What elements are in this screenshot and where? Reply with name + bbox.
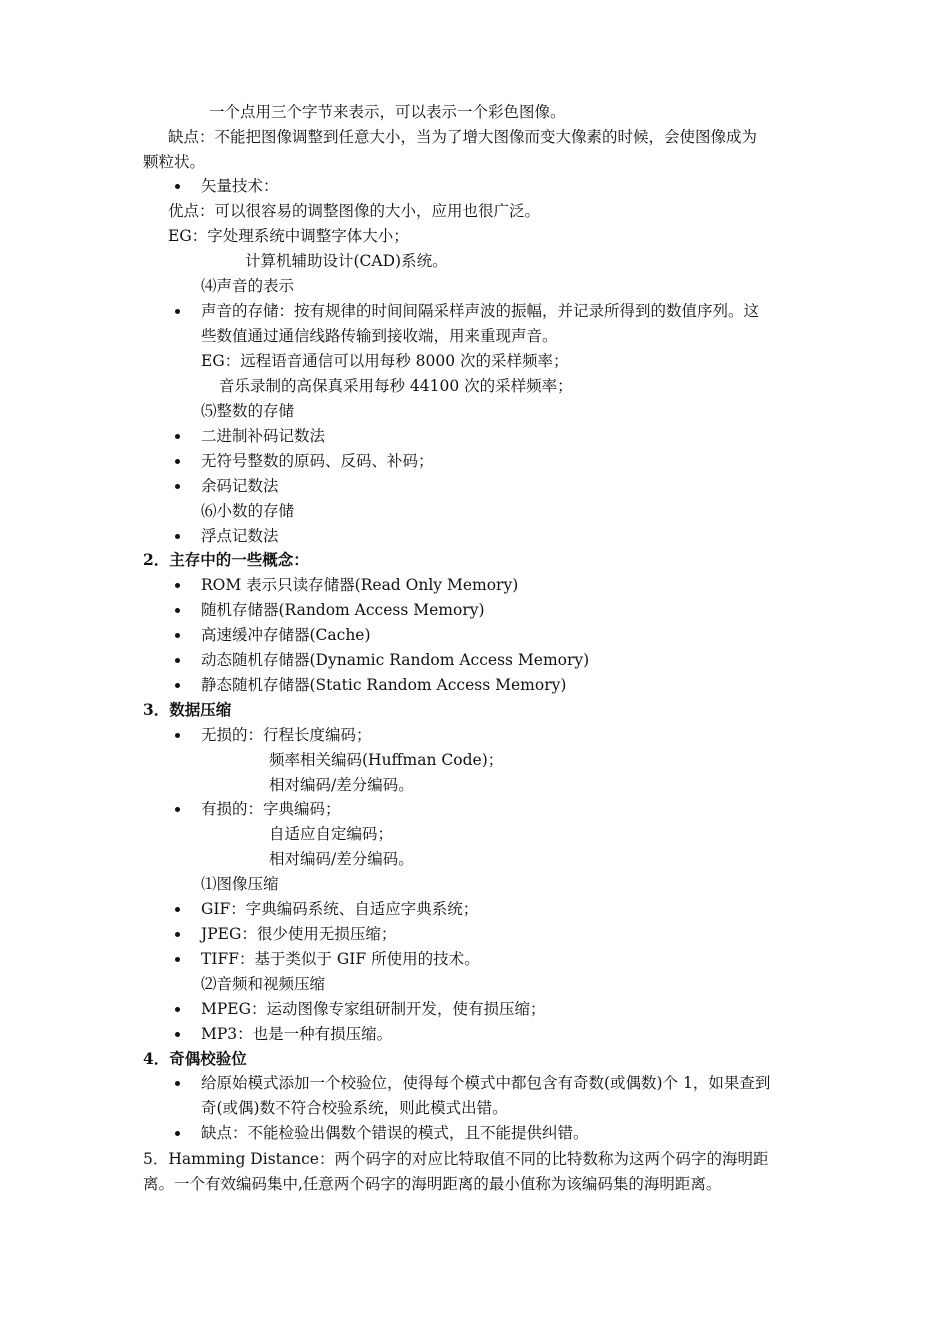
list-item: TIFF：基于类似于 GIF 所使用的技术。 <box>201 950 480 968</box>
bullet-icon <box>175 957 180 962</box>
list-item: 随机存储器(Random Access Memory) <box>201 601 485 619</box>
bullet-icon <box>175 807 180 812</box>
bullet-icon <box>175 484 180 489</box>
bullet-icon <box>175 658 180 663</box>
list-item: 无损的：行程长度编码； <box>201 726 372 744</box>
bullet-icon <box>175 459 180 464</box>
list-item: 声音的存储：按有规律的时间间隔采样声波的振幅，并记录所得到的数值序列。这 <box>201 302 760 320</box>
bullet-icon <box>175 907 180 912</box>
text-line: 相对编码/差分编码。 <box>269 776 414 794</box>
list-item: 浮点记数法 <box>201 527 279 545</box>
bullet-icon <box>175 683 180 688</box>
text-line: 自适应自定编码； <box>269 825 394 843</box>
list-item: 有损的：字典编码； <box>201 800 341 818</box>
section-heading: 5．Hamming Distance：两个码字的对应比特取值不同的比特数称为这两个码字的海明距 <box>143 1150 769 1168</box>
text-line: 颗粒状。 <box>143 153 206 171</box>
subheading: ⑴图像压缩 <box>201 875 279 893</box>
text-line: 音乐录制的高保真采用每秒 44100 次的采样频率； <box>219 377 573 395</box>
bullet-icon <box>175 534 180 539</box>
text-line: 些数值通过通信线路传输到接收端，用来重现声音。 <box>201 327 558 345</box>
text-line: EG：字处理系统中调整字体大小； <box>168 227 409 245</box>
subheading: ⑷声音的表示 <box>201 277 295 295</box>
list-item: 缺点：不能检验出偶数个错误的模式，且不能提供纠错。 <box>201 1124 589 1142</box>
text-line: 计算机辅助设计(CAD)系统。 <box>245 252 448 270</box>
list-item: MPEG：运动图像专家组研制开发，使有损压缩； <box>201 1000 546 1018</box>
subheading: ⑵音频和视频压缩 <box>201 975 326 993</box>
text-line: 奇(或偶)数不符合校验系统，则此模式出错。 <box>201 1099 508 1117</box>
bullet-icon <box>175 309 180 314</box>
list-item: 余码记数法 <box>201 477 279 495</box>
list-item: JPEG：很少使用无损压缩； <box>201 925 397 943</box>
bullet-icon <box>175 1032 180 1037</box>
subheading: ⑹小数的存储 <box>201 502 295 520</box>
list-item: 二进制补码记数法 <box>201 427 326 445</box>
bullet-icon <box>175 733 180 738</box>
bullet-icon <box>175 583 180 588</box>
bullet-icon <box>175 434 180 439</box>
text-line: 优点：可以很容易的调整图像的大小，应用也很广泛。 <box>168 202 541 220</box>
list-item: 动态随机存储器(Dynamic Random Access Memory) <box>201 651 590 669</box>
list-item: 静态随机存储器(Static Random Access Memory) <box>201 676 567 694</box>
subheading: ⑸整数的存储 <box>201 402 295 420</box>
list-item: MP3：也是一种有损压缩。 <box>201 1025 393 1043</box>
section-heading: 3．数据压缩 <box>143 700 232 719</box>
section-heading: 2．主存中的一些概念： <box>143 550 309 569</box>
text-line: 频率相关编码(Huffman Code)； <box>269 751 504 769</box>
bullet-icon <box>175 608 180 613</box>
list-item: 给原始模式添加一个校验位，使得每个模式中都包含有奇数(或偶数)个 1，如果查到 <box>201 1074 771 1092</box>
text-line: 缺点：不能把图像调整到任意大小，当为了增大图像而变大像素的时候，会使图像成为 <box>168 128 758 146</box>
text-line: EG：远程语音通信可以用每秒 8000 次的采样频率； <box>201 352 569 370</box>
bullet-icon <box>175 184 180 189</box>
list-item: ROM 表示只读存储器(Read Only Memory) <box>201 576 519 594</box>
bullet-icon <box>175 1007 180 1012</box>
list-item: GIF：字典编码系统、自适应字典系统； <box>201 900 479 918</box>
text-line: 离。一个有效编码集中,任意两个码字的海明距离的最小值称为该编码集的海明距离。 <box>143 1175 722 1193</box>
text-line: 一个点用三个字节来表示，可以表示一个彩色图像。 <box>209 103 566 121</box>
section-heading: 4．奇偶校验位 <box>143 1049 247 1068</box>
bullet-icon <box>175 633 180 638</box>
text-line: 相对编码/差分编码。 <box>269 850 414 868</box>
bullet-icon <box>175 1131 180 1136</box>
bullet-icon <box>175 1081 180 1086</box>
list-item: 无符号整数的原码、反码、补码； <box>201 452 434 470</box>
bullet-icon <box>175 932 180 937</box>
list-item: 矢量技术： <box>201 177 279 195</box>
list-item: 高速缓冲存储器(Cache) <box>201 626 371 644</box>
